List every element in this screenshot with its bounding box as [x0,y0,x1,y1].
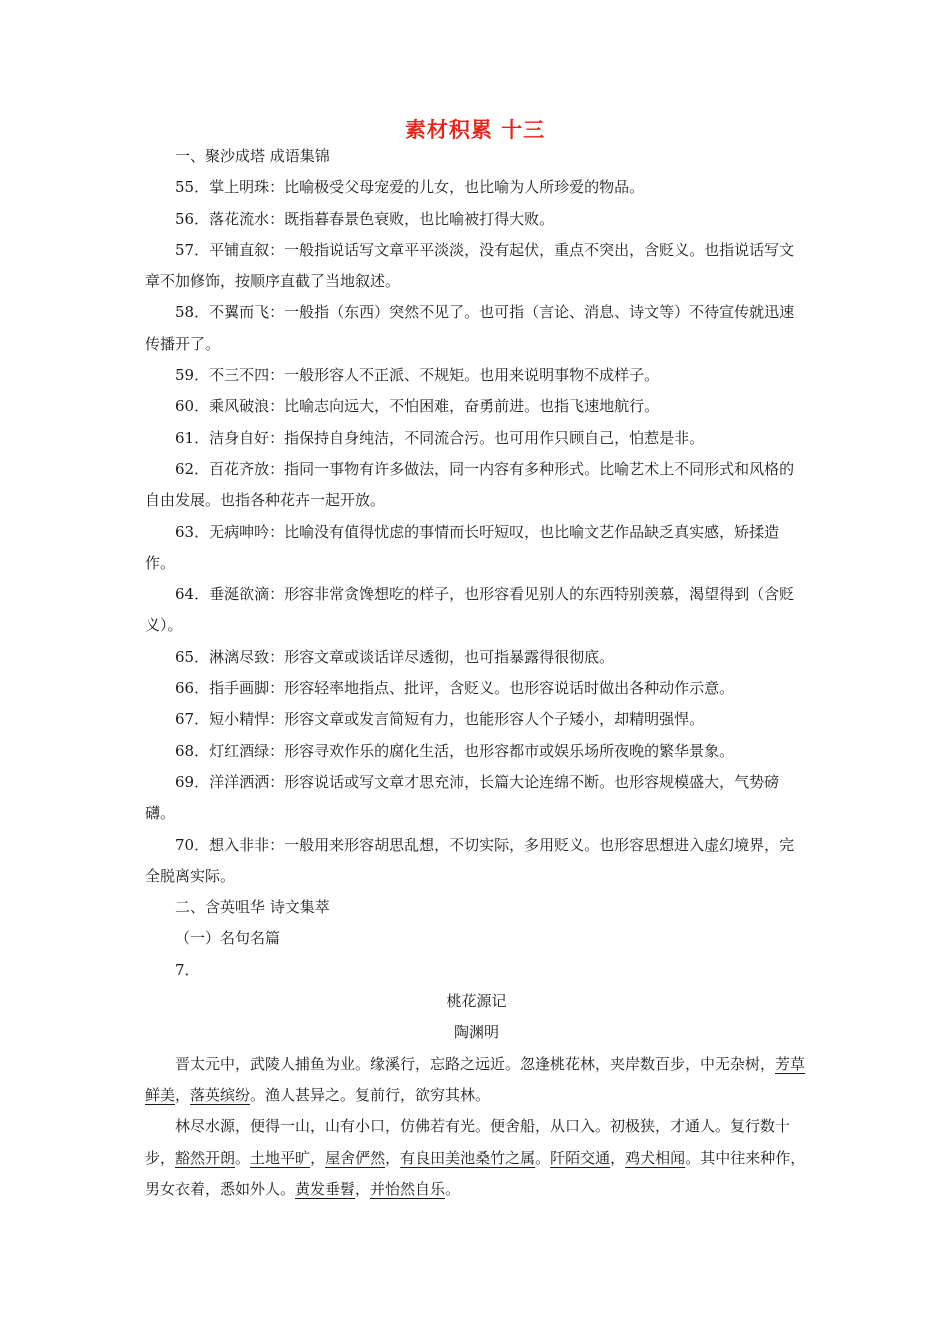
text-segment: 。 [445,1179,461,1198]
idiom-entry: 57．平铺直叙：一般指说话写文章平平淡淡，没有起伏，重点不突出，含贬义。也指说话写文章不加修饰，按顺序直截了当地叙述。 [145,240,795,291]
text-segment: ， [355,1179,371,1198]
text-segment: 。渔人甚异之。复前行，欲穷其林。 [250,1085,491,1104]
idiom-entry: 70．想入非非：一般用来形容胡思乱想，不切实际，多用贬义。也形容思想进入虚幻境界，完全脱离实际。 [145,835,795,885]
underlined-phrase: 豁然开朗 [175,1148,236,1167]
text-segment: 林尽水源，便得一山，山有小口，仿佛若有光。便舍船，从口入。初极狭，才通人。复行数十步， [145,1117,791,1167]
idiom-entry: 69．洋洋洒洒：形容说话或写文章才思充沛，长篇大论连绵不断。也形容规模盛大，气势磅礴。 [145,772,780,823]
text-segment: ， [175,1085,191,1104]
underlined-phrase: 黄发垂髫 [295,1179,356,1198]
idiom-entry: 61．洁身自好：指保持自身纯洁，不同流合污。也可用作只顾自己，怕惹是非。 [175,428,705,447]
idiom-entry: 64．垂涎欲滴：形容非常贪馋想吃的样子，也形容看见别人的东西特别羡慕，渴望得到（含贬义）。 [145,585,795,635]
item-number: 7． [175,960,200,979]
section-heading-idioms: 一、聚沙成塔 成语集锦 [175,147,330,165]
prose-paragraph-2 [145,1111,808,1205]
underlined-phrase: 落英缤纷 [190,1085,251,1104]
underlined-phrase: 阡陌交通 [550,1148,611,1167]
section-heading-poetry: 二、含英咀华 诗文集萃 [175,898,330,917]
idiom-entry: 56．落花流水：既指暮春景色衰败，也比喻被打得大败。 [175,209,555,228]
idiom-entry: 66．指手画脚：形容轻率地指点、批评，含贬义。也形容说话时做出各种动作示意。 [175,679,735,698]
text-segment: 。 [235,1148,251,1167]
text-segment: 晋太元中，武陵人捕鱼为业。缘溪行，忘路之远近。忽逢桃花林，夹岸数百步，中无杂树， [175,1054,776,1073]
text-segment: 。 [535,1148,551,1167]
underlined-phrase: 芳草鲜美 [145,1054,806,1104]
idiom-entry: 68．灯红酒绿：形容寻欢作乐的腐化生活，也形容都市或娱乐场所夜晚的繁华景象。 [175,741,735,760]
subsection-heading: （一）名句名篇 [175,929,281,948]
idiom-entry: 58．不翼而飞：一般指（东西）突然不见了。也可指（言论、消息、诗文等）不待宣传就迅速传播开了。 [145,303,795,353]
document-body [145,141,808,1205]
text-segment: ， [610,1148,626,1167]
prose-paragraph-1 [145,1049,808,1112]
text-segment: 。其中往来种作，男女衣着，悉如外人。 [145,1148,806,1198]
idiom-entry: 55．掌上明珠：比喻极受父母宠爱的儿女，也比喻为人所珍爱的物品。 [175,178,645,197]
idiom-entry: 59．不三不四：一般形容人不正派、不规矩。也用来说明事物不成样子。 [175,366,660,385]
idiom-entry: 62．百花齐放：指同一事物有许多做法，同一内容有多种形式。比喻艺术上不同形式和风格的自由发展。也指各种花卉一起开放。 [145,459,795,510]
underlined-phrase: 土地平旷 [250,1148,311,1167]
text-segment: ， [310,1148,326,1167]
underlined-phrase: 并怡然自乐 [370,1179,446,1198]
page-title: 素材积累 十三 [404,118,546,142]
text-segment: ， [385,1148,401,1167]
underlined-phrase: 屋舍俨然 [325,1148,386,1167]
underlined-phrase: 鸡犬相闻 [625,1148,686,1167]
poem-title: 桃花源记 [446,992,507,1011]
underlined-phrase: 有良田美池桑竹之属 [400,1148,536,1167]
idiom-entry: 60．乘风破浪：比喻志向远大，不怕困难，奋勇前进。也指飞速地航行。 [175,397,660,416]
idiom-entry: 63．无病呻吟：比喻没有值得忧虑的事情而长吁短叹，也比喻文艺作品缺乏真实感，矫揉造作。 [145,522,780,572]
poem-author: 陶渊明 [453,1023,499,1042]
idiom-entry: 67．短小精悍：形容文章或发言简短有力，也能形容人个子矮小，却精明强悍。 [175,710,705,729]
idiom-entry: 65．淋漓尽致：形容文章或谈话详尽透彻，也可指暴露得很彻底。 [175,647,615,666]
